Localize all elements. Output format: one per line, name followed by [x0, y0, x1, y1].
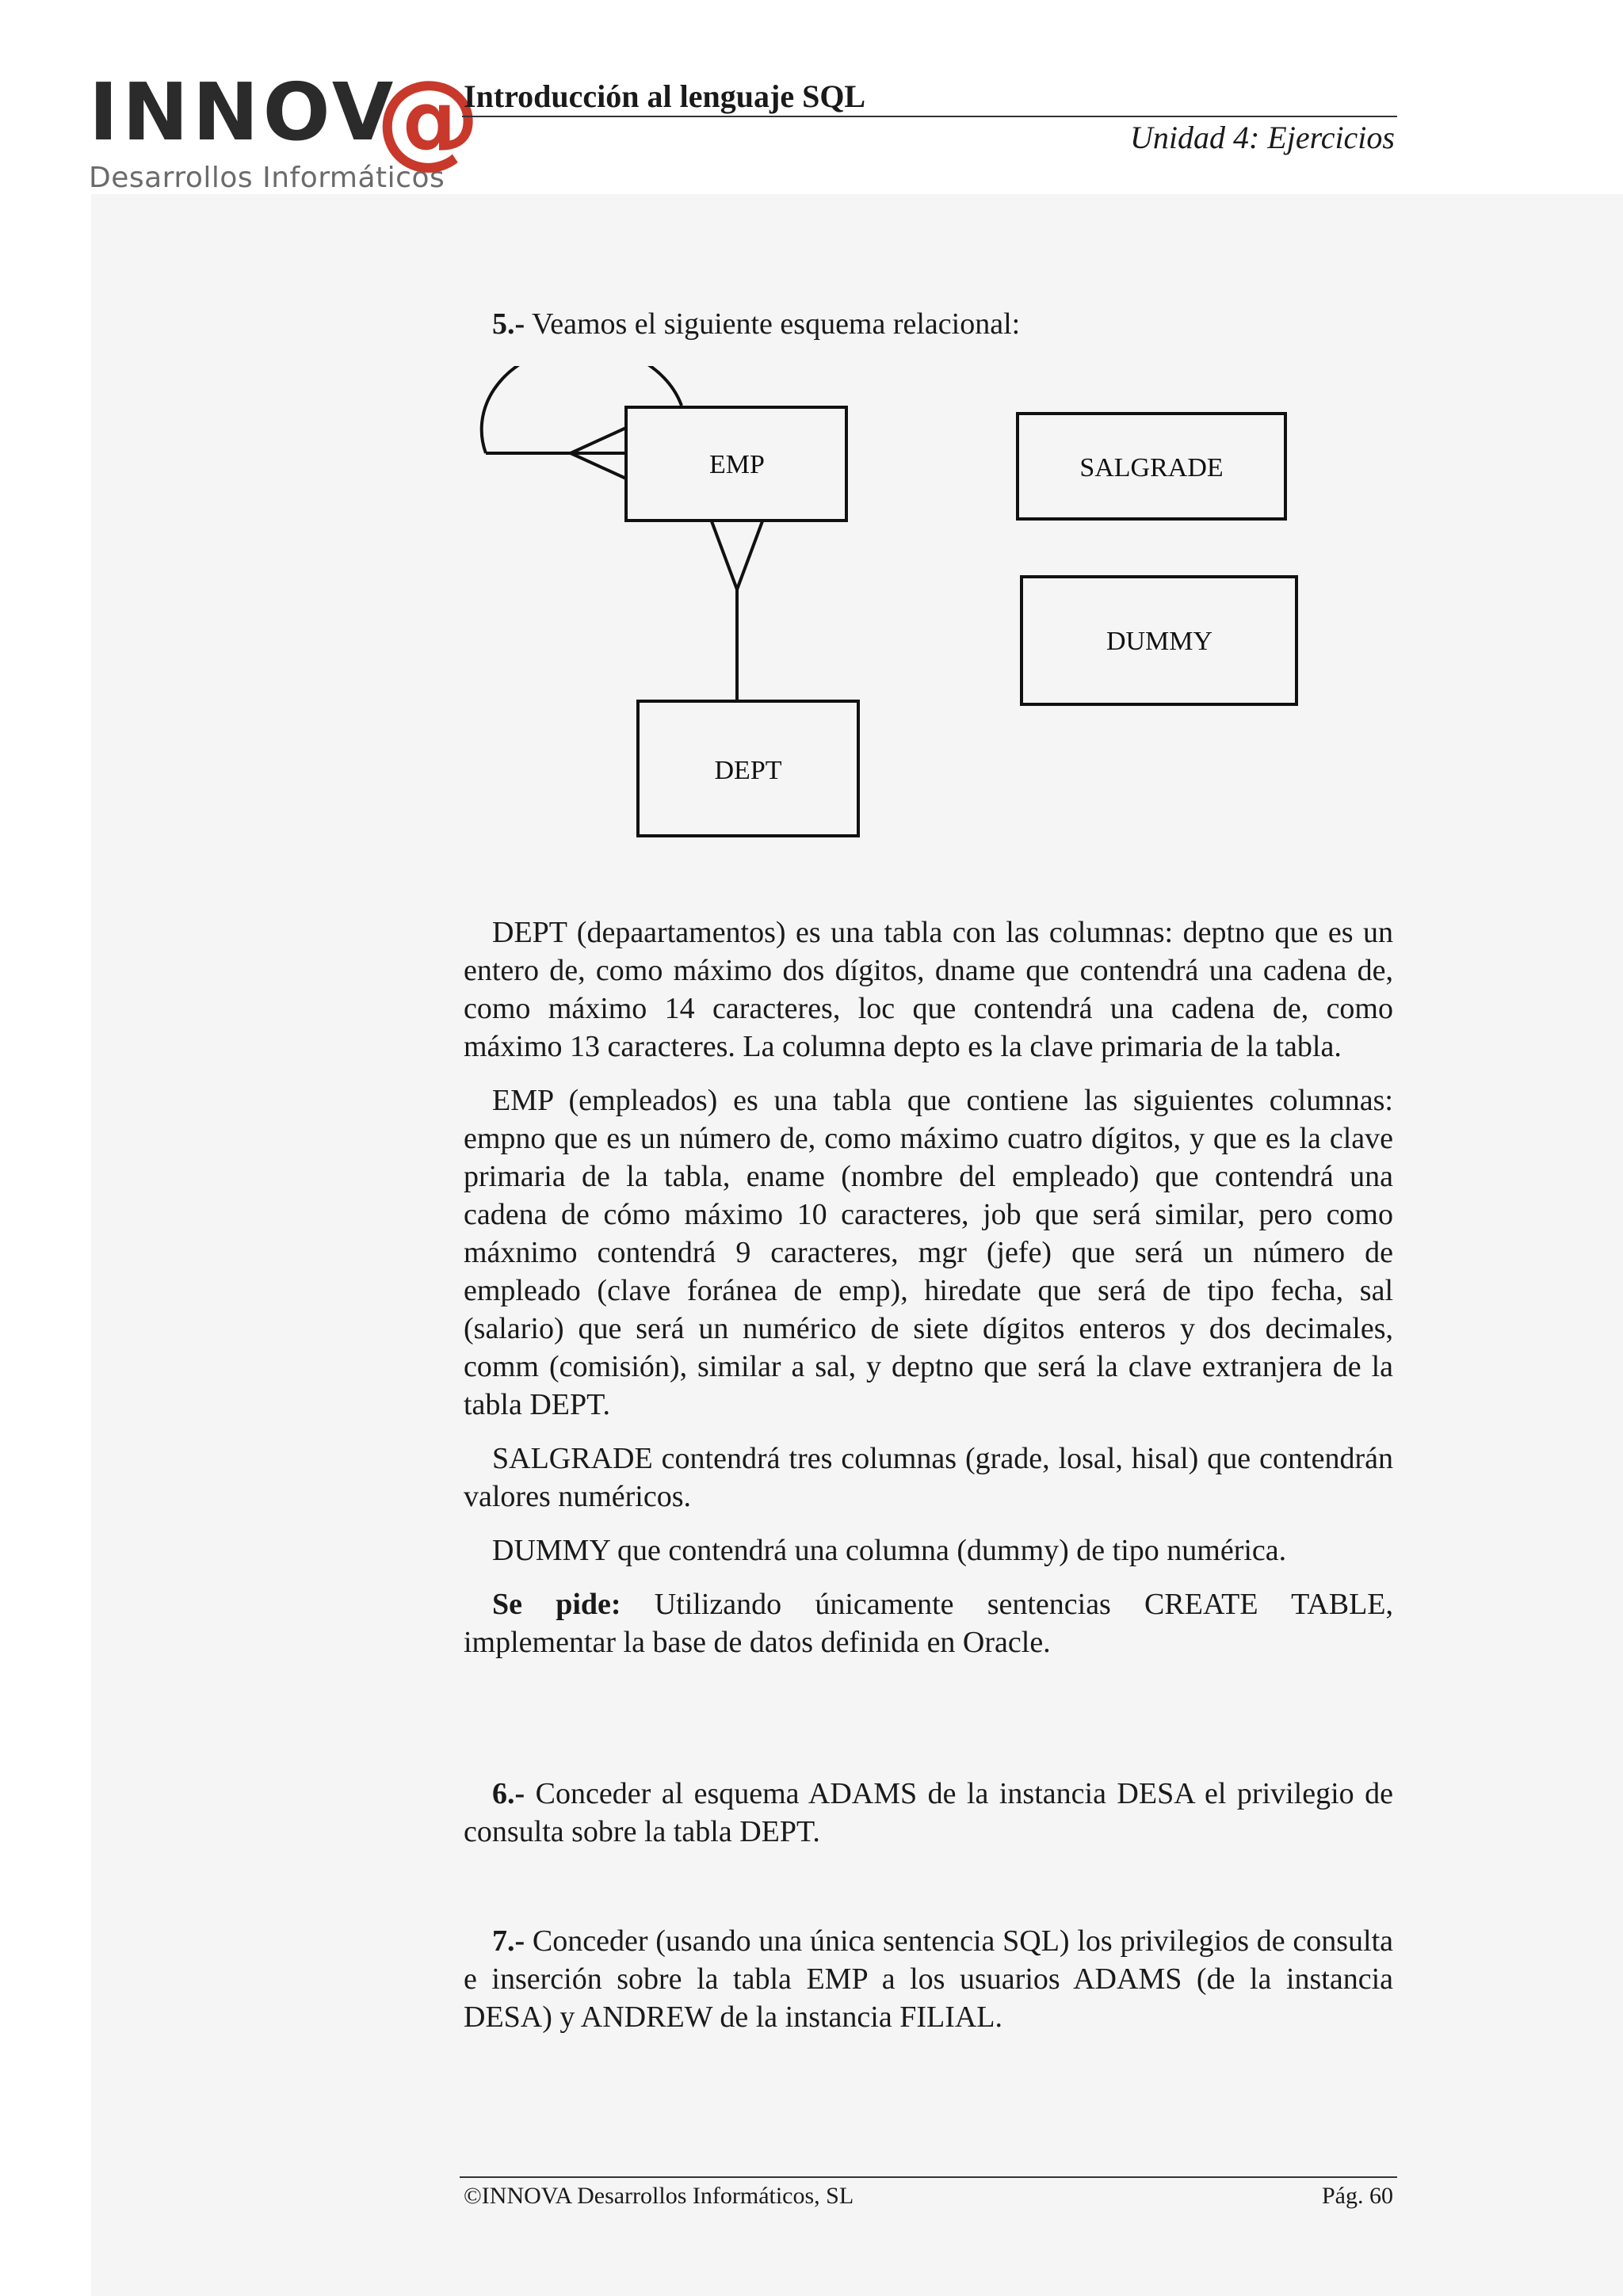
paragraph-dept: DEPT (depaartamentos) es una tabla con las columnas: deptno que es un entero de, como máximo dos dígitos, dname que contendrá una cadena de, como máximo 14 caracteres, loc que contendrá una cadena de, como máximo 13 caracteres. La columna depto es la clave primaria de la tabla.: [464, 916, 1393, 1063]
paragraph-emp: EMP (empleados) es una tabla que contiene las siguientes columnas: empno que es un número de, como máximo cuatro dígitos, y que es la clave primaria de la tabla, ename (nombre del empleado) que contendrá una cadena de cómo máximo 10 caracteres, job que será similar, pero como máxnimo contendrá 9 caracteres, mgr (jefe) que será un número de empleado (clave foránea de emp), hiredate que será de tipo fecha, sal (salario) que será un numérico de siete dígitos enteros y dos decimales, comm (comisión), similar a sal, y deptno que será la clave extranjera de la tabla DEPT.: [464, 1084, 1393, 1421]
exercise-6-number: 6.-: [492, 1777, 525, 1810]
logo-at-symbol: @: [376, 58, 484, 180]
task-text: Utilizando únicamente sentencias CREATE TABLE, implementar la base de datos definida en Oracle.: [464, 1588, 1393, 1659]
exercise-7: [464, 1922, 1393, 2052]
logo-wordmark: INNOV @: [89, 58, 484, 180]
innova-logo: [89, 58, 484, 194]
paragraph-dummy: DUMMY que contendrá una columna (dummy) de tipo numérica.: [492, 1534, 1287, 1567]
er-diagram: [464, 366, 1335, 849]
exercise-5-number: 5.-: [492, 307, 525, 341]
exercise-7-number: 7.-: [492, 1924, 525, 1958]
exercise-5-intro-text: Veamos el siguiente esquema relacional:: [531, 307, 1021, 341]
footer-divider: [460, 2176, 1397, 2178]
footer-copyright: ©INNOVA Desarrollos Informáticos, SL: [464, 2183, 854, 2209]
exercise-6: [464, 1775, 1393, 1867]
logo-subtitle: Desarrollos Informáticos: [89, 162, 445, 194]
document-title: Introducción al lenguaje SQL: [464, 78, 866, 114]
exercise-7-text: Conceder (usando una única sentencia SQL) los privilegios de consulta e inserción sobre la tabla EMP a los usuarios ADAMS (de la instancia DESA) y ANDREW de la instancia FILIAL.: [464, 1924, 1394, 2034]
emp-self-relationship-arc: [482, 366, 682, 453]
unit-title: Unidad 4: Ejercicios: [1129, 120, 1395, 155]
emp-dept-crowfoot-left: [712, 521, 737, 589]
emp-self-crowfoot-lower: [571, 453, 626, 479]
entity-label-emp: EMP: [709, 450, 765, 479]
exercise-6-text: Conceder al esquema ADAMS de la instancia DESA el privilegio de consulta sobre la tabla DEPT.: [464, 1777, 1394, 1848]
exercise-5-description: [464, 913, 1393, 1677]
task-label: Se pide:: [492, 1588, 621, 1621]
emp-dept-crowfoot-right: [737, 521, 762, 589]
entity-label-salgrade: SALGRADE: [1079, 453, 1224, 482]
exercise-5-intro: [464, 305, 1393, 343]
entity-label-dept: DEPT: [714, 756, 782, 785]
page-number: Pág. 60: [1322, 2183, 1393, 2209]
emp-self-crowfoot-upper: [571, 428, 626, 453]
paragraph-task: [464, 1585, 1393, 1661]
entity-label-dummy: DUMMY: [1106, 627, 1213, 656]
paragraph-salgrade: SALGRADE contendrá tres columnas (grade, losal, hisal) que contendrán valores numéricos.: [464, 1442, 1393, 1513]
